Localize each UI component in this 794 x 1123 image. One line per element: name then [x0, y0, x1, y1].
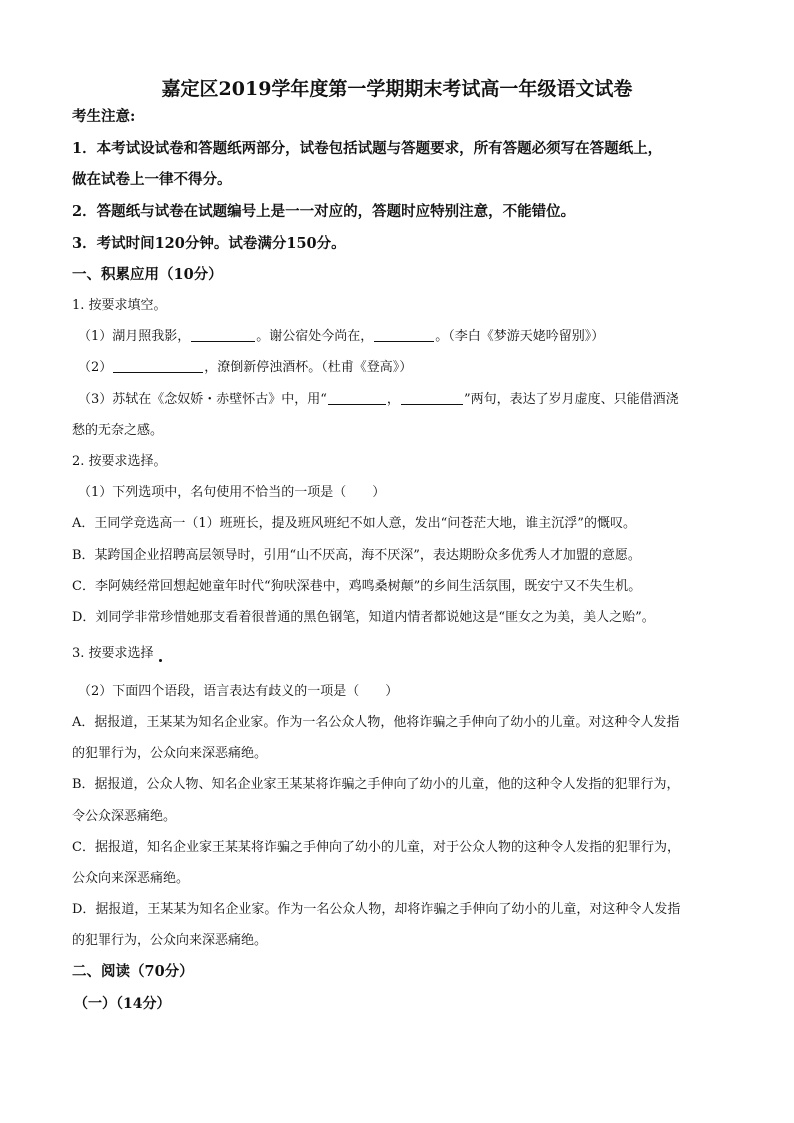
- q3-option-c-cont: 公众向来深恶痛绝。: [72, 871, 190, 886]
- q2-option-c: C．李阿姨经常回想起她童年时代“狗吠深巷中，鸡鸣桑树颠”的乡间生活氛围，既安宁又不失生机。: [72, 579, 642, 594]
- notice-item-3: 3．考试时间120分钟。试卷满分150分。: [72, 235, 346, 252]
- answer-blank[interactable]: [113, 359, 203, 373]
- answer-blank[interactable]: [374, 328, 434, 342]
- q1-sub3-part-c: ”两句，表达了岁月虚度、只能借酒浇: [463, 392, 679, 407]
- notice-item-2: 2．答题纸与试卷在试题编号上是一一对应的，答题时应特别注意，不能错位。: [72, 203, 576, 220]
- q2-option-a: A．王同学竞选高一（1）班班长，提及班风班纪不如人意，发出“问苍茫大地，谁主沉浮”的慨叹。: [72, 516, 636, 531]
- q3-prompt-text: 3. 按要求选择: [72, 646, 154, 661]
- q1-sub2-part-a: （2）: [78, 360, 113, 375]
- q2-option-d: D．刘同学非常珍惜她那支看着很普通的黑色钢笔，知道内情者都说她这是“匪女之为美，美人之贻”。: [72, 610, 655, 625]
- notice-heading: 考生注意:: [72, 108, 136, 125]
- answer-blank[interactable]: [328, 391, 386, 405]
- q3-option-a-cont: 的犯罪行为，公众向来深恶痛绝。: [72, 746, 268, 761]
- notice-item-1-cont: 做在试卷上一律不得分。: [72, 171, 232, 188]
- q3-option-c: C．据报道，知名企业家王某某将诈骗之手伸向了幼小的儿童，对于公众人物的这种令人发指的犯罪行为，: [72, 840, 680, 855]
- q1-prompt: 1. 按要求填空。: [72, 298, 167, 313]
- q2-prompt: 2. 按要求选择。: [72, 454, 167, 469]
- q1-sub1-part-c: 。（李白《梦游天姥吟留别》）: [435, 329, 605, 344]
- q1-sub3-part-a: （3）苏轼在《念奴娇・赤壁怀古》中，用“: [78, 392, 327, 407]
- answer-blank[interactable]: [191, 328, 255, 342]
- q3-option-d-cont: 的犯罪行为，公众向来深恶痛绝。: [72, 933, 268, 948]
- q1-sub3-part-b: ，: [386, 392, 400, 407]
- q1-sub1-part-b: 。谢公宿处今尚在，: [256, 329, 374, 344]
- q3-sub2: （2）下面四个语段，语言表达有歧义的一项是（ ）: [78, 684, 399, 699]
- part2-heading: 二、阅读（70分）: [72, 963, 194, 980]
- q1-sub1: [78, 328, 604, 346]
- notice-item-1: 1．本考试设试卷和答题纸两部分，试卷包括试题与答题要求，所有答题必须写在答题纸上，: [72, 140, 663, 157]
- q1-sub3: [78, 391, 679, 409]
- q1-sub2-part-b: ，潦倒新停浊酒杯。（杜甫《登高》）: [204, 360, 413, 375]
- q1-sub1-part-a: （1）湖月照我影，: [78, 329, 191, 344]
- q3-option-a: A．据报道，王某某为知名企业家。作为一名公众人物，他将诈骗之手伸向了幼小的儿童。对这种令人发指: [72, 715, 680, 730]
- q3-option-b: B．据报道，公众人物、知名企业家王某某将诈骗之手伸向了幼小的儿童，他的这种令人发指的犯罪行为，: [72, 777, 680, 792]
- q3-option-b-cont: 令公众深恶痛绝。: [72, 809, 177, 824]
- q3-prompt: [72, 645, 162, 663]
- part1-heading: 一、积累应用（10分）: [72, 266, 223, 283]
- dot-mark: [159, 659, 162, 662]
- q3-option-d: D．据报道，王某某为知名企业家。作为一名公众人物，却将诈骗之手伸向了幼小的儿童，对这种令人发指: [72, 902, 681, 917]
- answer-blank[interactable]: [401, 391, 463, 405]
- part2-section-1: （一）（14分）: [74, 996, 171, 1012]
- exam-title: 嘉定区2019学年度第一学期期末考试高一年级语文试卷: [161, 78, 633, 100]
- q1-sub3-cont: 愁的无奈之感。: [72, 423, 164, 438]
- q2-sub1: （1）下列选项中，名句使用不恰当的一项是（ ）: [78, 485, 386, 500]
- q1-sub2: [78, 359, 412, 377]
- q2-option-b: B．某跨国企业招聘高层领导时，引用“山不厌高，海不厌深”，表达期盼众多优秀人才加盟的意愿。: [72, 548, 641, 563]
